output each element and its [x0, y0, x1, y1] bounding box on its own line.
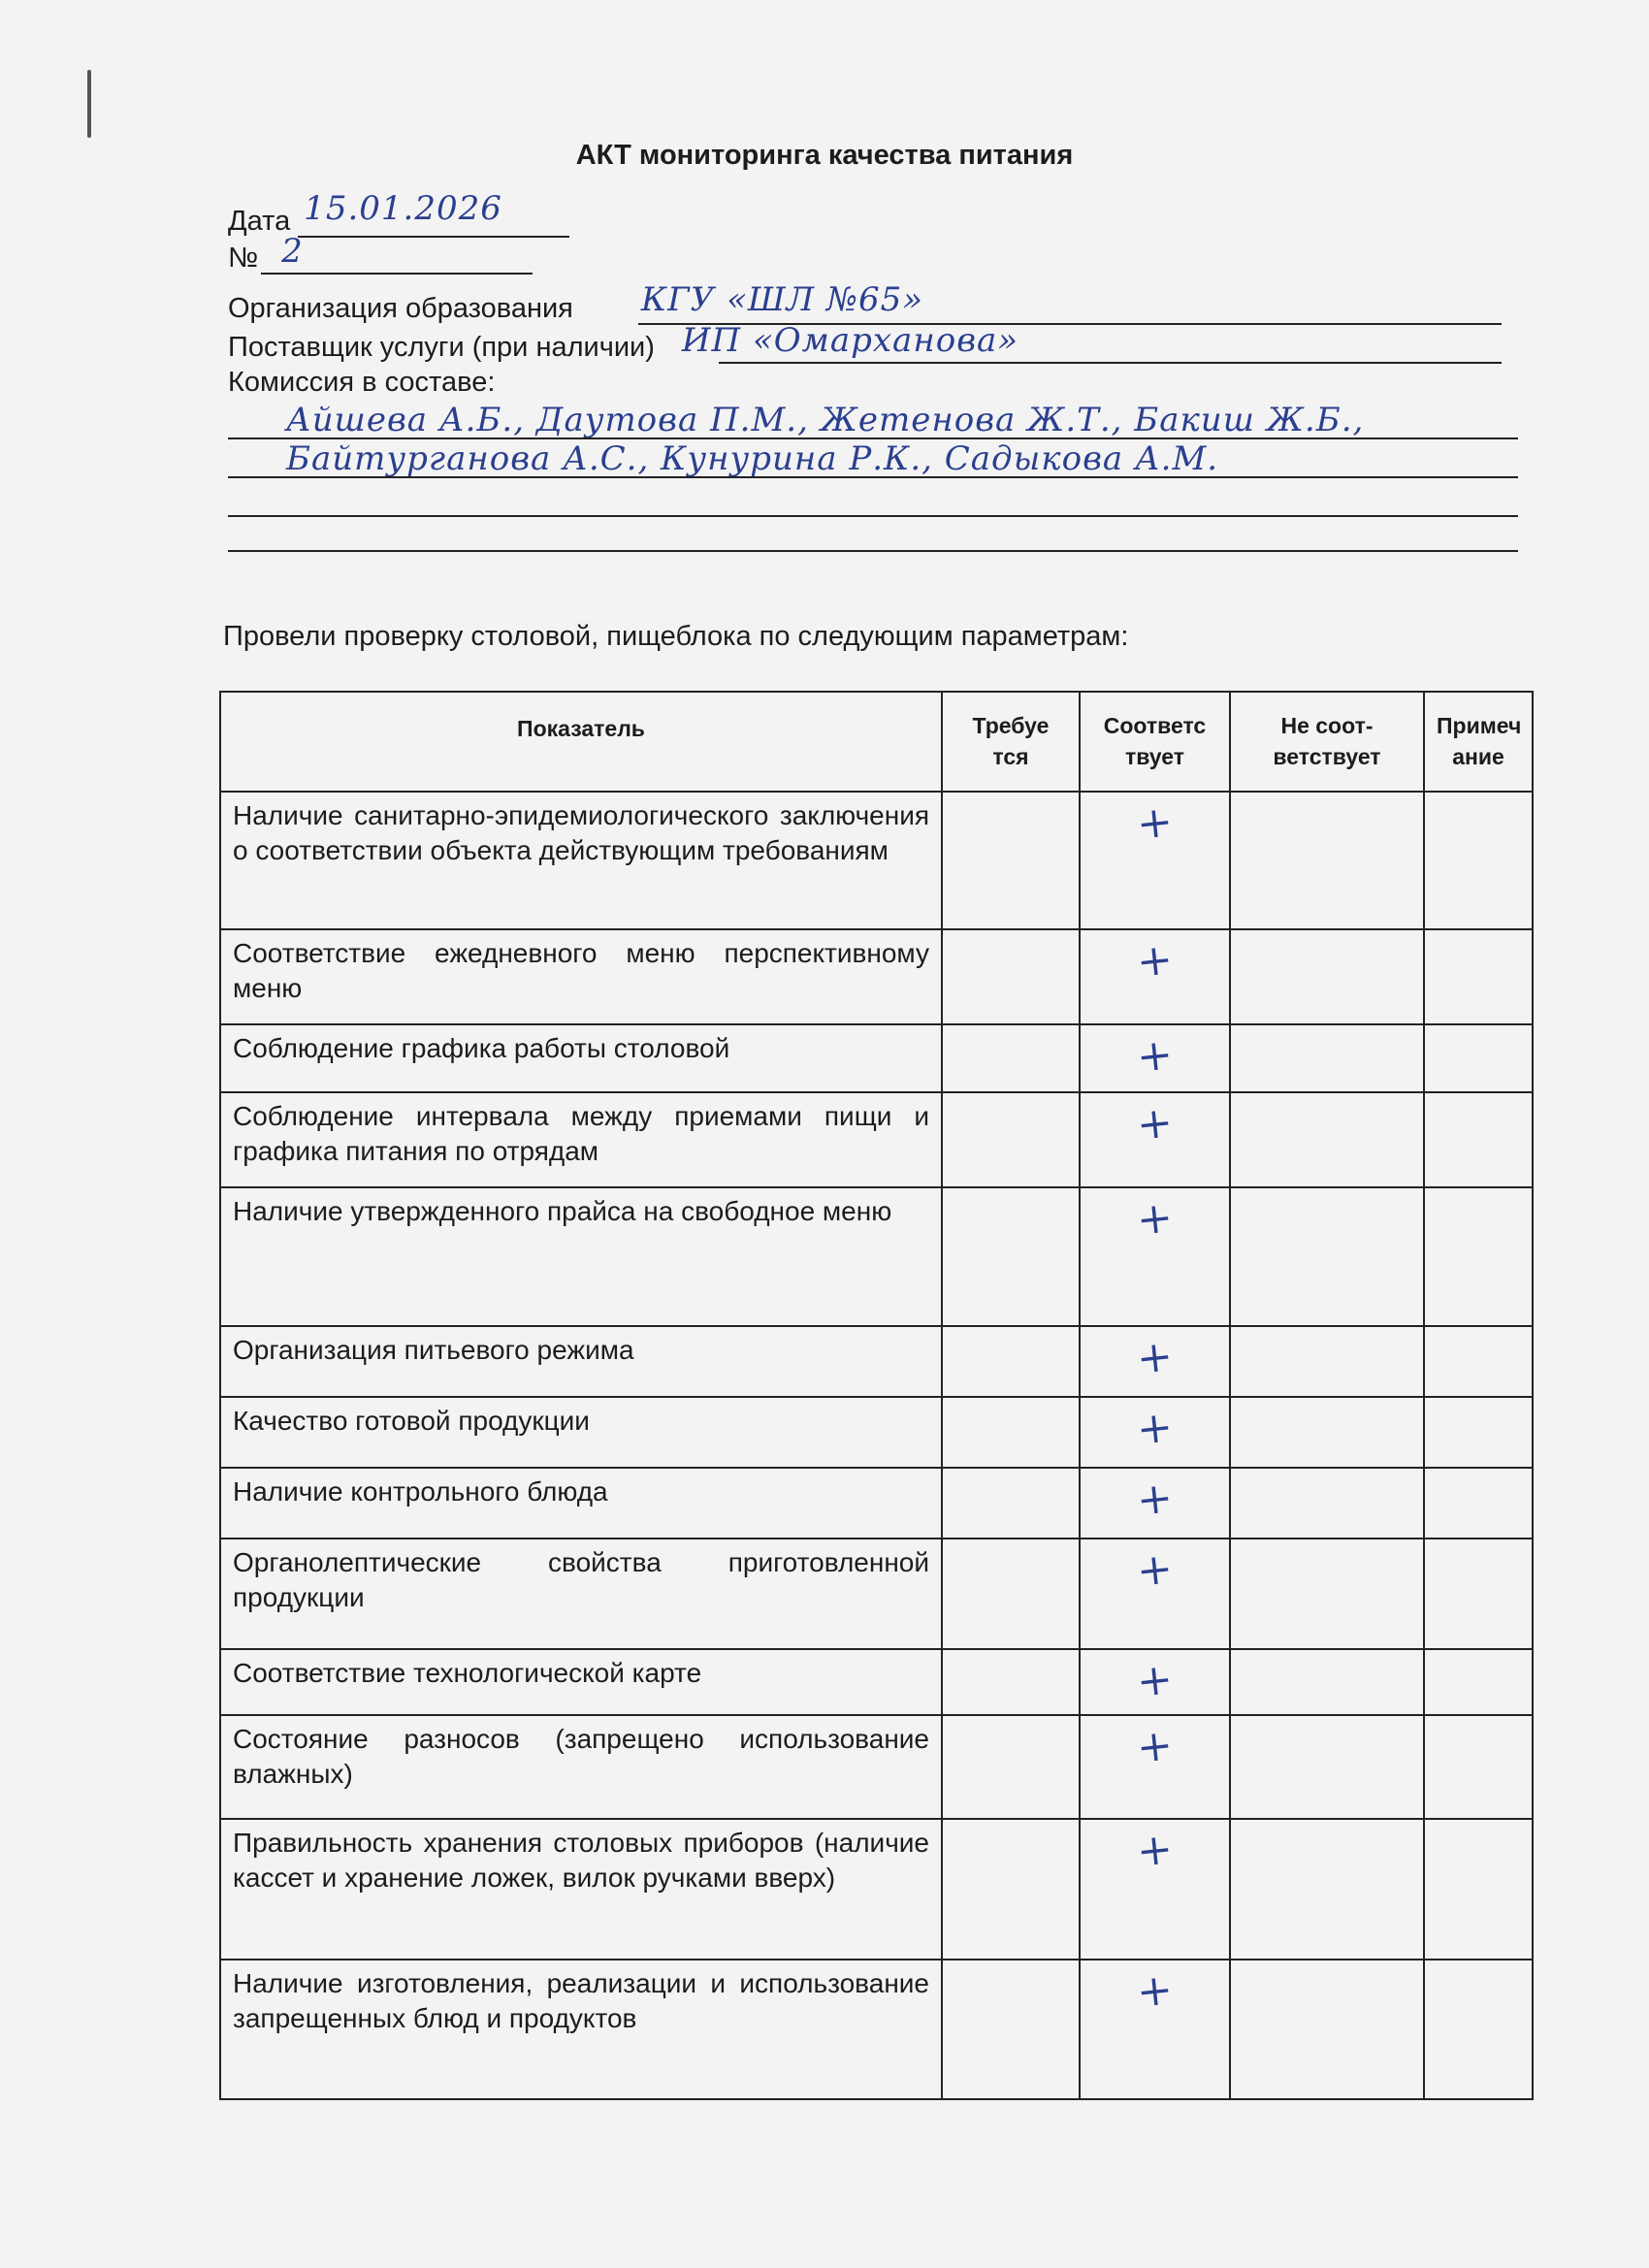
- org-label: Организация образования: [228, 293, 573, 324]
- not-matches-cell: [1230, 792, 1424, 929]
- commission-label: Комиссия в составе:: [228, 367, 496, 398]
- matches-cell: [1080, 1539, 1230, 1649]
- table-header-row: [220, 692, 1533, 792]
- handwritten-plus-mark: +: [1134, 796, 1176, 850]
- indicator-cell: Соответствие технологической карте: [220, 1649, 942, 1715]
- note-cell: [1424, 1024, 1533, 1092]
- commission-underline-2: [228, 476, 1518, 478]
- not-matches-cell: [1230, 1819, 1424, 1960]
- table-row: [220, 1187, 1533, 1326]
- matches-cell: [1080, 1715, 1230, 1819]
- matches-cell: [1080, 792, 1230, 929]
- not-matches-cell: [1230, 1715, 1424, 1819]
- required-cell: [942, 1092, 1080, 1187]
- note-cell: [1424, 1326, 1533, 1397]
- not-matches-cell: [1230, 1539, 1424, 1649]
- not-matches-cell: [1230, 1397, 1424, 1468]
- table-row: [220, 929, 1533, 1024]
- handwritten-plus-mark: +: [1134, 1824, 1176, 1877]
- col-header-not-matches: Не соот- ветствует: [1230, 692, 1424, 792]
- table-row: [220, 1539, 1533, 1649]
- commission-underline-3: [228, 515, 1518, 517]
- supplier-value: ИП «Омархановa»: [681, 321, 1019, 360]
- handwritten-plus-mark: +: [1134, 1473, 1176, 1526]
- table-row: [220, 1397, 1533, 1468]
- matches-cell: [1080, 1187, 1230, 1326]
- required-cell: [942, 1187, 1080, 1326]
- matches-cell: [1080, 1819, 1230, 1960]
- commission-members-1: Айшева А.Б., Даутова П.М., Жетенова Ж.Т., Бакиш Ж.Б.,: [286, 401, 1365, 439]
- indicator-cell: Наличие контрольного блюда: [220, 1468, 942, 1539]
- required-cell: [942, 1468, 1080, 1539]
- commission-underline-4: [228, 550, 1518, 552]
- commission-members-2: Байтурганова А.С., Кунурина Р.К., Садыкова А.М.: [286, 439, 1219, 478]
- required-cell: [942, 1397, 1080, 1468]
- number-value: 2: [281, 232, 304, 271]
- handwritten-plus-mark: +: [1134, 1097, 1176, 1150]
- matches-cell: [1080, 1649, 1230, 1715]
- note-cell: [1424, 1092, 1533, 1187]
- required-cell: [942, 792, 1080, 929]
- number-underline: [261, 273, 533, 275]
- matches-cell: [1080, 1960, 1230, 2099]
- number-label: №: [228, 243, 259, 274]
- note-cell: [1424, 1649, 1533, 1715]
- indicator-cell: Организация питьевого режима: [220, 1326, 942, 1397]
- required-cell: [942, 1819, 1080, 1960]
- table-row: [220, 1960, 1533, 2099]
- parameters-table: [219, 691, 1534, 2100]
- not-matches-cell: [1230, 1024, 1424, 1092]
- matches-cell: [1080, 1024, 1230, 1092]
- required-cell: [942, 1539, 1080, 1649]
- supplier-row: [228, 321, 1019, 364]
- not-matches-cell: [1230, 1326, 1424, 1397]
- table-row: [220, 1092, 1533, 1187]
- indicator-cell: Состояние разносов (запрещено использование влажных): [220, 1715, 942, 1819]
- note-cell: [1424, 1539, 1533, 1649]
- matches-cell: [1080, 1326, 1230, 1397]
- date-label: Дата: [228, 206, 291, 237]
- date-underline: [298, 236, 569, 238]
- matches-cell: [1080, 929, 1230, 1024]
- handwritten-plus-mark: +: [1134, 1964, 1176, 2018]
- handwritten-plus-mark: +: [1134, 934, 1176, 988]
- col-header-note: Примеч ание: [1424, 692, 1533, 792]
- note-cell: [1424, 929, 1533, 1024]
- handwritten-plus-mark: +: [1134, 1029, 1176, 1083]
- intro-text: Провели проверку столовой, пищеблока по следующим параметрам:: [223, 621, 1129, 652]
- scan-edge-mark: [87, 70, 91, 138]
- note-cell: [1424, 1468, 1533, 1539]
- matches-cell: [1080, 1092, 1230, 1187]
- table-row: [220, 1715, 1533, 1819]
- indicator-cell: Качество готовой продукции: [220, 1397, 942, 1468]
- handwritten-plus-mark: +: [1134, 1192, 1176, 1246]
- table-row: [220, 1024, 1533, 1092]
- note-cell: [1424, 1715, 1533, 1819]
- indicator-cell: Соблюдение графика работы столовой: [220, 1024, 942, 1092]
- supplier-label: Поставщик услуги (при наличии): [228, 332, 655, 363]
- indicator-cell: Соответствие ежедневного меню перспективному меню: [220, 929, 942, 1024]
- not-matches-cell: [1230, 1092, 1424, 1187]
- commission-line-2: [286, 439, 1218, 478]
- table-row: [220, 1819, 1533, 1960]
- matches-cell: [1080, 1468, 1230, 1539]
- commission-row: [228, 360, 495, 399]
- note-cell: [1424, 792, 1533, 929]
- number-row: [228, 232, 304, 275]
- handwritten-plus-mark: +: [1134, 1654, 1176, 1707]
- required-cell: [942, 1326, 1080, 1397]
- note-cell: [1424, 1960, 1533, 2099]
- handwritten-plus-mark: +: [1134, 1543, 1176, 1597]
- matches-cell: [1080, 1397, 1230, 1468]
- table-row: [220, 1326, 1533, 1397]
- required-cell: [942, 1960, 1080, 2099]
- note-cell: [1424, 1819, 1533, 1960]
- note-cell: [1424, 1397, 1533, 1468]
- col-header-indicator: Показатель: [220, 692, 942, 792]
- document-title: АКТ мониторинга качества питания: [575, 140, 1074, 171]
- required-cell: [942, 1649, 1080, 1715]
- date-value: 15.01.2026: [304, 189, 502, 228]
- table-row: [220, 792, 1533, 929]
- commission-line-1: [286, 401, 1364, 439]
- not-matches-cell: [1230, 1960, 1424, 2099]
- col-header-matches: Соответс твует: [1080, 692, 1230, 792]
- required-cell: [942, 1024, 1080, 1092]
- col-header-required: Требуе тся: [942, 692, 1080, 792]
- not-matches-cell: [1230, 1187, 1424, 1326]
- indicator-cell: Органолептические свойства приготовленной продукции: [220, 1539, 942, 1649]
- required-cell: [942, 1715, 1080, 1819]
- not-matches-cell: [1230, 1468, 1424, 1539]
- table-row: [220, 1468, 1533, 1539]
- indicator-cell: Соблюдение интервала между приемами пищи и графика питания по отрядам: [220, 1092, 942, 1187]
- handwritten-plus-mark: +: [1134, 1402, 1176, 1455]
- indicator-cell: Наличие изготовления, реализации и использование запрещенных блюд и продуктов: [220, 1960, 942, 2099]
- indicator-cell: Наличие санитарно-эпидемиологического заключения о соответствии объекта действующим требованиям: [220, 792, 942, 929]
- supplier-underline: [719, 362, 1502, 364]
- handwritten-plus-mark: +: [1134, 1331, 1176, 1384]
- handwritten-plus-mark: +: [1134, 1720, 1176, 1773]
- required-cell: [942, 929, 1080, 1024]
- org-value: КГУ «ШЛ №65»: [640, 280, 924, 319]
- table-row: [220, 1649, 1533, 1715]
- note-cell: [1424, 1187, 1533, 1326]
- indicator-cell: Наличие утвержденного прайса на свободное меню: [220, 1187, 942, 1326]
- not-matches-cell: [1230, 1649, 1424, 1715]
- org-row: [228, 280, 924, 325]
- date-row: [228, 189, 502, 238]
- not-matches-cell: [1230, 929, 1424, 1024]
- indicator-cell: Правильность хранения столовых приборов (наличие кассет и хранение ложек, вилок ручками вверх): [220, 1819, 942, 1960]
